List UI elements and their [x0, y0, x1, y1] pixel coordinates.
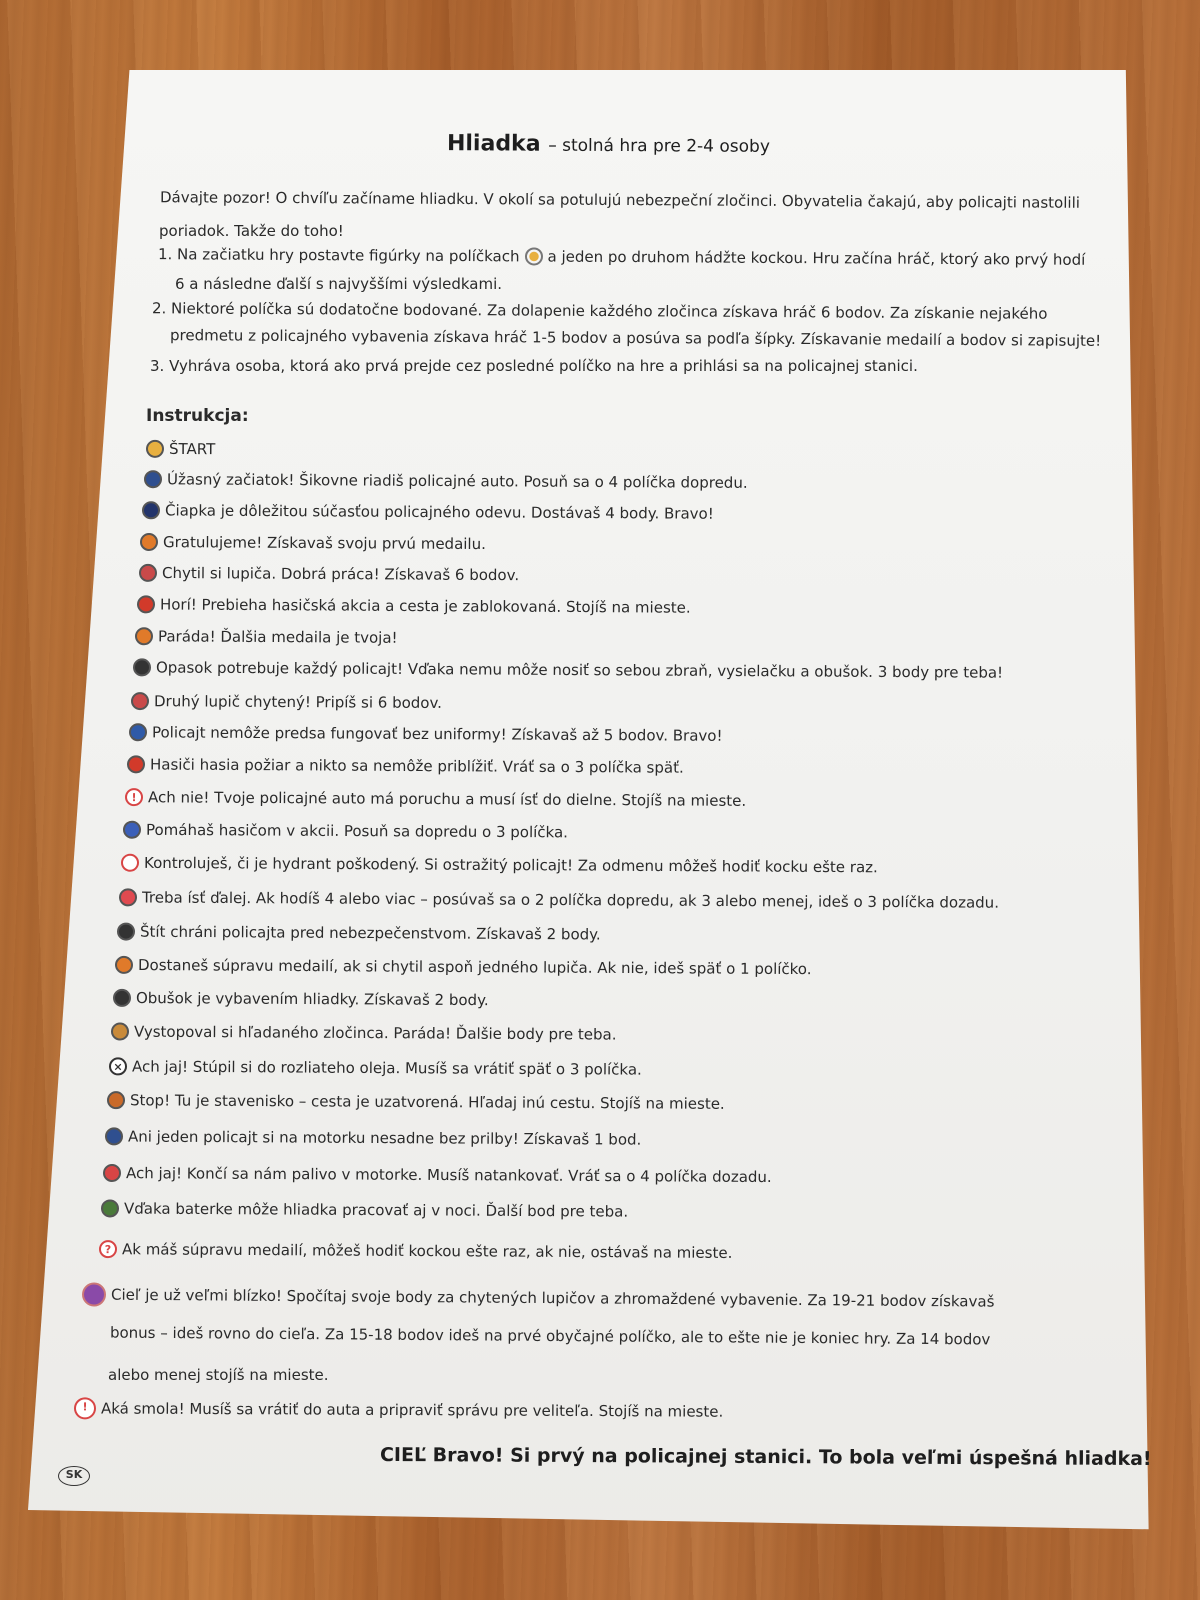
language-badge: SK — [58, 1466, 90, 1486]
instruction-item: Hasiči hasia požiar a nikto sa nemôže priblížiť. Vráť sa o 3 políčka späť. — [127, 755, 684, 776]
warning-icon: ! — [74, 1397, 96, 1419]
rule-2-line-2: predmetu z policajného vybavenia získava hráč 1-5 bodov a posúva sa podľa šípky. Získavanie medailí a bodov si zapisujte! — [169, 326, 1102, 350]
instruction-item: Obušok je vybavením hliadky. Získavaš 2 body. — [113, 989, 489, 1009]
fire-icon — [127, 755, 145, 773]
red-ring-icon — [121, 854, 139, 872]
thief-icon — [131, 692, 149, 710]
question-icon: ? — [99, 1240, 117, 1258]
medal-set-icon — [115, 956, 133, 974]
instruction-item: ? Ak máš súpravu medailí, môžeš hodiť kockou ešte raz, ak nie, ostávaš na mieste. — [99, 1240, 732, 1262]
thief-icon — [139, 564, 157, 582]
construction-icon — [107, 1091, 125, 1109]
instruction-item: Čiapka je dôležitou súčasťou policajného odevu. Dostávaš 4 body. Bravo! — [142, 501, 714, 522]
title-subtitle: – stolná hra pre 2-4 osoby — [548, 135, 770, 157]
intro-line-2: poriadok. Takže do toho! — [159, 222, 344, 240]
instruction-item: Vystopoval si hľadaného zločinca. Paráda! Ďalšie body pre teba. — [111, 1022, 617, 1043]
red-circle-icon — [119, 888, 137, 906]
instruction-item: Kontroluješ, či je hydrant poškodený. Si ostražitý policajt! Za odmenu môžeš hodiť kocku ešte raz. — [121, 854, 878, 877]
instruction-item: Druhý lupič chytený! Pripíš si 6 bodov. — [131, 692, 442, 712]
oil-spill-icon: × — [109, 1057, 127, 1075]
rule-1-line-2: 6 a následne ďalší s najvyššími výsledkami. — [175, 275, 503, 293]
goal-line-2: bonus – ideš rovno do cieľa. Za 15-18 bodov ideš na prvé obyčajné políčko, ale to ešte nie je koniec hry. Za 14 bodov — [109, 1323, 991, 1349]
instruction-item: Opasok potrebuje každý policajt! Vďaka nemu môže nosiť so sebou zbraň, vysielačku a obušok. 3 body pre teba! — [133, 658, 1003, 681]
shield-icon — [117, 923, 135, 941]
police-cap-icon — [142, 501, 160, 519]
instruction-item: Pomáhaš hasičom v akcii. Posuň sa dopredu o 3 políčka. — [123, 821, 568, 842]
goal-line-3: alebo menej stojíš na mieste. — [108, 1366, 329, 1384]
instruction-item: ! Ach nie! Tvoje policajné auto má poruchu a musí ísť do dielne. Stojíš na mieste. — [125, 788, 746, 810]
rule-1-line-1: 1. Na začiatku hry postavte figúrky na políčkach a jeden po druhom hádžte kockou. Hru začína hráč, ktorý ako prvý hodí — [157, 245, 1086, 269]
criminal-icon — [111, 1022, 129, 1040]
last-instruction: ! Aká smola! Musíš sa vrátiť do auta a pripraviť správu pre veliteľa. Stojíš na mieste. — [74, 1397, 723, 1422]
title-main: Hliadka — [446, 131, 541, 157]
uniform-icon — [129, 723, 147, 741]
instruction-item: Štít chráni policajta pred nebezpečenstvom. Získavaš 2 body. — [117, 923, 601, 944]
warning-icon: ! — [125, 788, 143, 806]
fuel-icon — [103, 1164, 121, 1182]
instruction-item: Vďaka baterke môže hliadka pracovať aj v noci. Ďalší bod pre teba. — [101, 1199, 628, 1220]
medal-icon — [140, 533, 158, 551]
police-car-icon — [144, 470, 162, 488]
start-icon — [524, 247, 542, 265]
instruction-item: Ach jaj! Končí sa nám palivo v motorke. Musíš natankovať. Vráť sa o 4 políčka dozadu. — [103, 1164, 772, 1186]
instruction-item: Treba ísť ďalej. Ak hodíš 4 alebo viac – posúvaš sa o 2 políčka dopredu, ak 3 alebo menej, ideš o 3 políčka dozadu. — [119, 888, 999, 911]
belt-icon — [133, 658, 151, 676]
instruction-item: Paráda! Ďalšia medaila je tvoja! — [135, 627, 398, 647]
instruction-item: Policajt nemôže predsa fungovať bez uniformy! Získavaš až 5 bodov. Bravo! — [129, 723, 723, 745]
fire-icon — [137, 595, 155, 613]
instruction-item: Dostaneš súpravu medailí, ak si chytil aspoň jedného lupiča. Ak nie, ideš späť o 1 políčko. — [115, 956, 812, 978]
instruction-item: Chytil si lupiča. Dobrá práca! Získavaš 6 bodov. — [139, 564, 519, 584]
medal-icon — [135, 627, 153, 645]
instruction-item: ŠTART — [146, 440, 215, 458]
instruction-item: × Ach jaj! Stúpil si do rozliateho oleja. Musíš sa vrátiť späť o 3 políčka. — [109, 1057, 642, 1078]
instruction-item: Horí! Prebieha hasičská akcia a cesta je zablokovaná. Stojíš na mieste. — [137, 595, 691, 616]
start-icon — [146, 440, 164, 458]
page-title — [446, 131, 770, 157]
goal-line-1: Cieľ je už veľmi blízko! Spočítaj svoje body za chytených lupičov a zhromaždené vybavenie. Za 19-21 bodov získavaš — [82, 1282, 995, 1313]
final-message: CIEĽ Bravo! Si prvý na policajnej stanici. To bola veľmi úspešná hliadka! — [379, 1443, 1152, 1471]
rule-3: 3. Vyhráva osoba, ktorá ako prvá prejde cez posledné políčko na hre a prihlási sa na policajnej stanici. — [150, 357, 918, 375]
rule-2-line-1: 2. Niektoré políčka sú dodatočne bodované. Za dolapenie každého zločinca získava hráč 6 bodov. Za získanie nejakého — [151, 299, 1048, 323]
instruction-item: Úžasný začiatok! Šikovne riadiš policajné auto. Posuň sa o 4 políčka dopredu. — [144, 470, 748, 492]
instruction-item: Ani jeden policajt si na motorku nesadne bez prilby! Získavaš 1 bod. — [105, 1127, 641, 1148]
instruction-item: Stop! Tu je stavenisko – cesta je uzatvorená. Hľadaj inú cestu. Stojíš na mieste. — [107, 1091, 725, 1113]
flashlight-icon — [101, 1199, 119, 1217]
purple-circle-icon — [82, 1282, 106, 1306]
instructions-heading: Instrukcja: — [146, 406, 249, 426]
helmet-icon — [105, 1127, 123, 1145]
baton-icon — [113, 989, 131, 1007]
intro-line-1: Dávajte pozor! O chvíľu začíname hliadku. V okolí sa potulujú nebezpeční zločinci. Obyvatelia čakajú, aby policajti nastolili — [159, 188, 1080, 212]
instruction-item: Gratulujeme! Získavaš svoju prvú medailu. — [140, 533, 486, 553]
blue-circle-icon — [123, 821, 141, 839]
